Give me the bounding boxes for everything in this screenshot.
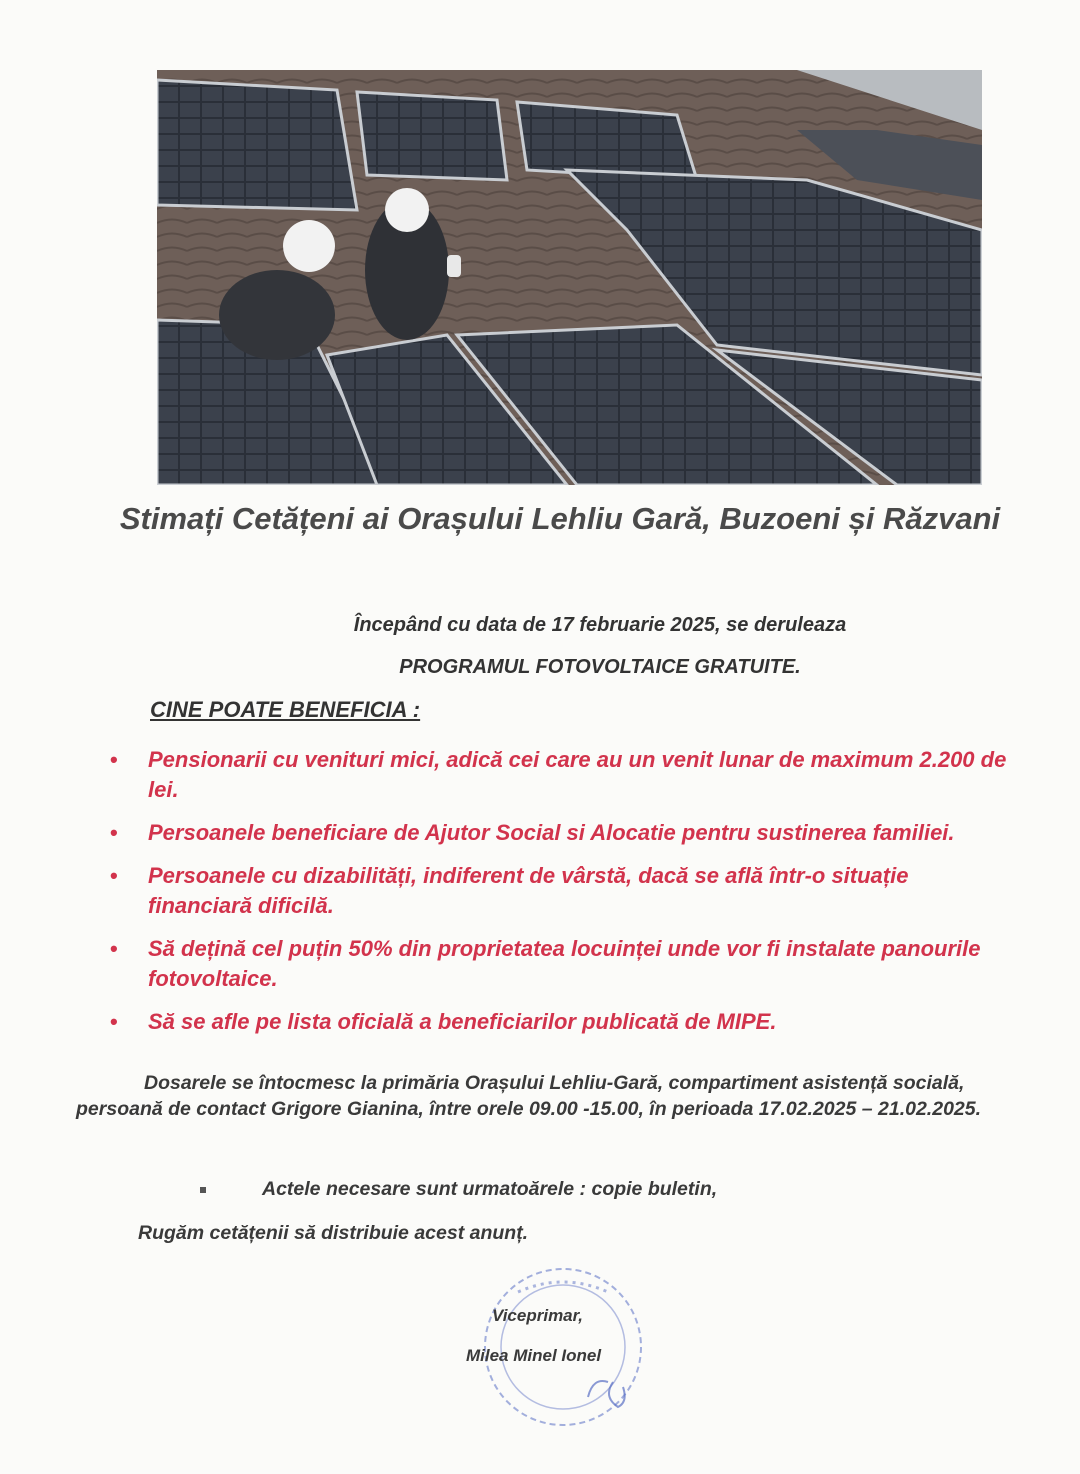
page-title: Stimați Cetățeni ai Orașului Lehliu Gară, Buzoeni și Răzvani xyxy=(119,501,1001,536)
bullet-icon: • xyxy=(110,747,118,772)
intro-program-line: PROGRAMUL FOTOVOLTAICE GRATUITE. xyxy=(399,656,801,678)
list-item: • Să dețină cel puțin 50% din proprietatea locuinței unde vor fi instalate panourile fotovoltaice. xyxy=(110,936,981,991)
list-item: • Persoanele beneficiare de Ajutor Social si Alocatie pentru sustinerea familiei. xyxy=(110,818,1010,848)
square-bullet-icon xyxy=(200,1187,206,1193)
list-item: • Persoanele cu dizabilități, indiferent de vârstă, dacă se află într-o situație financiară dificilă. xyxy=(110,863,909,918)
eligibility-list xyxy=(110,745,1010,1037)
bullet-icon: • xyxy=(110,1009,118,1034)
signature-name: Milea Minel Ionel xyxy=(466,1346,602,1365)
list-item: • Pensionarii cu venituri mici, adică cei care au un venit lunar de maximum 2.200 de lei. xyxy=(110,747,1007,802)
required-documents: Actele necesare sunt urmatoărele : copie buletin, xyxy=(200,1178,717,1201)
eligibility-heading: CINE POATE BENEFICIA : xyxy=(150,697,421,722)
distribution-request: Rugăm cetățenii să distribuie acest anunț. xyxy=(138,1222,529,1244)
bullet-icon: • xyxy=(110,863,118,888)
list-item: • Să se afle pe lista oficială a beneficiarilor publicată de MIPE. xyxy=(110,1007,1010,1037)
solar-panels-roof-installers-photo-icon xyxy=(157,70,982,485)
bullet-icon: • xyxy=(110,936,118,961)
dossier-paragraph: Dosarele se întocmesc la primăria Orașului Lehliu-Gară, compartiment asistență socială, persoană de contact Grigore Gianina, între orele 09.00 -15.00, în perioada 17.02.2025 – 21.02.2025. xyxy=(76,1072,982,1120)
bullet-icon: • xyxy=(110,820,118,845)
solar-panels-photo xyxy=(157,70,982,485)
signature-role: Viceprimar, xyxy=(492,1306,584,1325)
intro-date-line: Începând cu data de 17 februarie 2025, se deruleaza xyxy=(353,614,847,636)
